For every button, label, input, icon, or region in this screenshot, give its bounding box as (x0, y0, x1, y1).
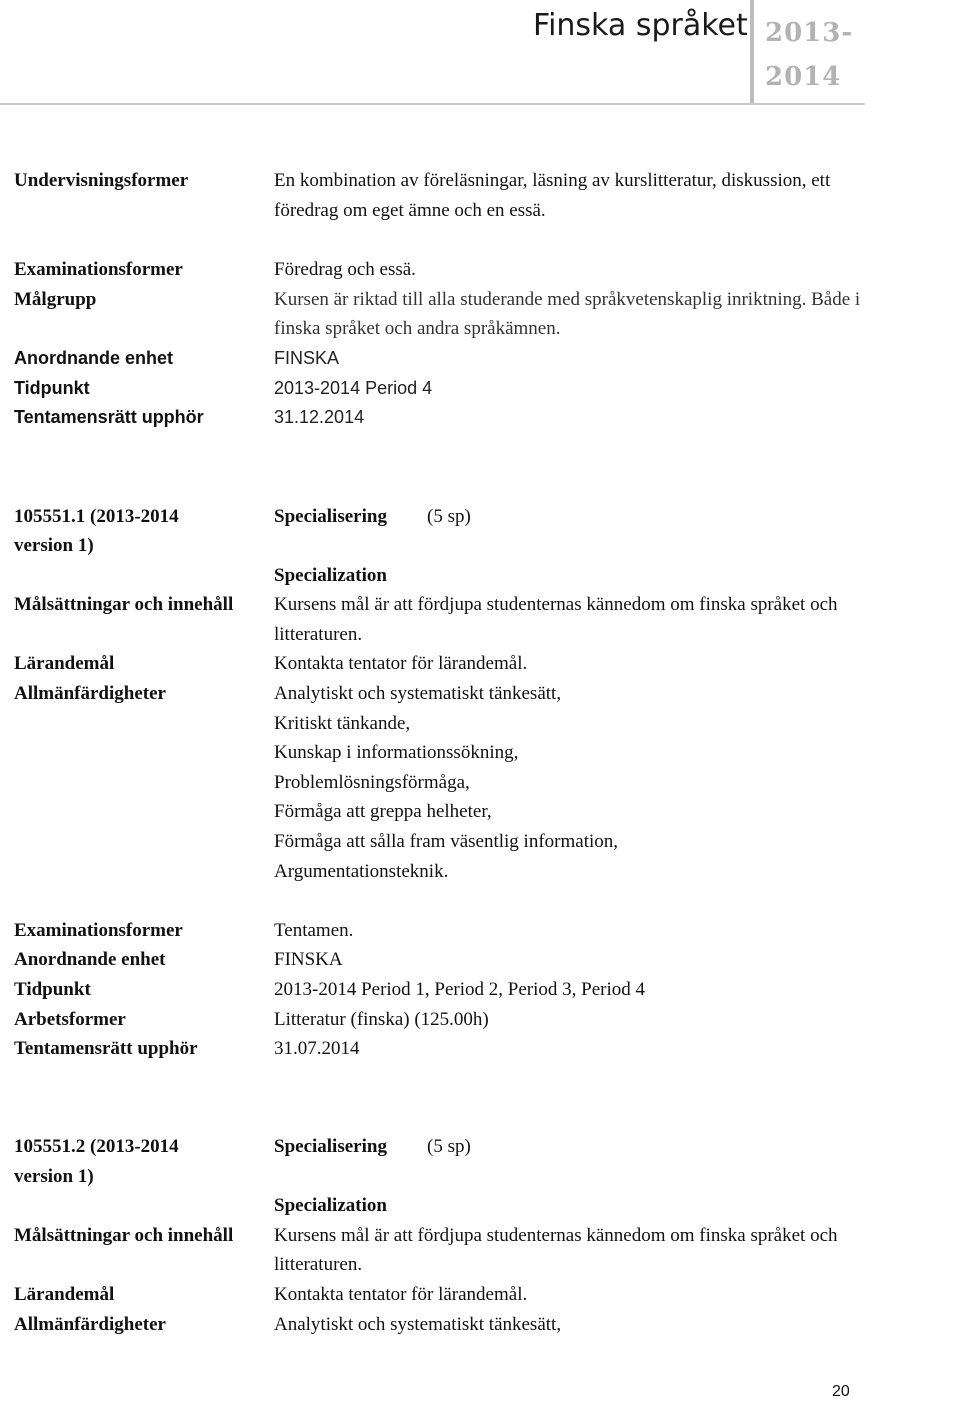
allman-item: Förmåga att sålla fram väsentlig information, (274, 831, 619, 852)
allman-item: Förmåga att greppa helheter, (274, 801, 492, 822)
tidpunkt-value: 2013-2014 Period 4 (274, 378, 433, 398)
undervisning-value-line2: föredrag om eget ämne och en essä. (274, 200, 546, 221)
course-code: 105551.2 (2013-2014 (14, 1136, 179, 1157)
header-year-line1: 2013- (765, 18, 854, 48)
undervisning-value-line1: En kombination av föreläsningar, läsning av kurslitteratur, diskussion, ett (274, 170, 831, 191)
course-title-en: Specialization (274, 565, 387, 586)
allman-label: Allmänfärdigheter (14, 1314, 166, 1335)
examination-value: Tentamen. (274, 920, 354, 941)
mal-value-line2: litteraturen. (274, 1254, 363, 1275)
tidpunkt-value: 2013-2014 Period 1, Period 2, Period 3, Period 4 (274, 979, 646, 1000)
mal-label: Målsättningar och innehåll (14, 1225, 234, 1246)
header-divider (750, 0, 754, 104)
course-credits: (5 sp) (427, 1136, 471, 1157)
course-version: version 1) (14, 535, 94, 556)
examination-label: Examinationsformer (14, 259, 183, 280)
larandemal-value: Kontakta tentator för lärandemål. (274, 653, 528, 674)
allman-item: Argumentationsteknik. (274, 861, 449, 882)
tentamen-value: 31.07.2014 (274, 1038, 360, 1059)
allman-item: Problemlösningsförmåga, (274, 772, 470, 793)
arbets-value: Litteratur (finska) (125.00h) (274, 1009, 489, 1030)
course-title: Specialisering (274, 506, 387, 527)
anordnande-label: Anordnande enhet (14, 348, 174, 368)
allman-item: Kritiskt tänkande, (274, 713, 411, 734)
course-version: version 1) (14, 1166, 94, 1187)
page-number: 20 (832, 1383, 850, 1400)
mal-value-line1: Kursens mål är att fördjupa studenternas kännedom om finska språket och (274, 1225, 838, 1246)
larandemal-value: Kontakta tentator för lärandemål. (274, 1284, 528, 1305)
examination-label: Examinationsformer (14, 920, 183, 941)
tentamen-label: Tentamensrätt upphör (14, 407, 204, 427)
examination-value: Föredrag och essä. (274, 259, 416, 280)
allman-item: Analytiskt och systematiskt tänkesätt, (274, 683, 562, 704)
larandemal-label: Lärandemål (14, 653, 115, 674)
allman-label: Allmänfärdigheter (14, 683, 166, 704)
larandemal-label: Lärandemål (14, 1284, 115, 1305)
tidpunkt-label: Tidpunkt (14, 979, 91, 1000)
mal-value-line1: Kursens mål är att fördjupa studenternas kännedom om finska språket och (274, 594, 838, 615)
course-code: 105551.1 (2013-2014 (14, 506, 179, 527)
anordnande-value: FINSKA (274, 348, 340, 368)
header-title: Finska språket (533, 8, 748, 43)
tentamen-value: 31.12.2014 (274, 407, 365, 427)
undervisning-label: Undervisningsformer (14, 170, 189, 191)
header-rule (0, 103, 865, 105)
malgrupp-value-line1: Kursen är riktad till alla studerande med språkvetenskaplig inriktning. Både i (274, 289, 861, 310)
allman-item: Analytiskt och systematiskt tänkesätt, (274, 1314, 562, 1335)
allman-item: Kunskap i informationssökning, (274, 742, 519, 763)
course-credits: (5 sp) (427, 506, 471, 527)
tidpunkt-label: Tidpunkt (14, 378, 90, 398)
course-title: Specialisering (274, 1136, 387, 1157)
malgrupp-value-line2: finska språket och andra språkämnen. (274, 318, 561, 339)
anordnande-value: FINSKA (274, 949, 343, 970)
course-title-en: Specialization (274, 1195, 387, 1216)
header-year-line2: 2014 (765, 62, 842, 92)
malgrupp-label: Målgrupp (14, 289, 97, 310)
mal-label: Målsättningar och innehåll (14, 594, 234, 615)
anordnande-label: Anordnande enhet (14, 949, 166, 970)
mal-value-line2: litteraturen. (274, 624, 363, 645)
arbets-label: Arbetsformer (14, 1009, 126, 1030)
tentamen-label: Tentamensrätt upphör (14, 1038, 198, 1059)
